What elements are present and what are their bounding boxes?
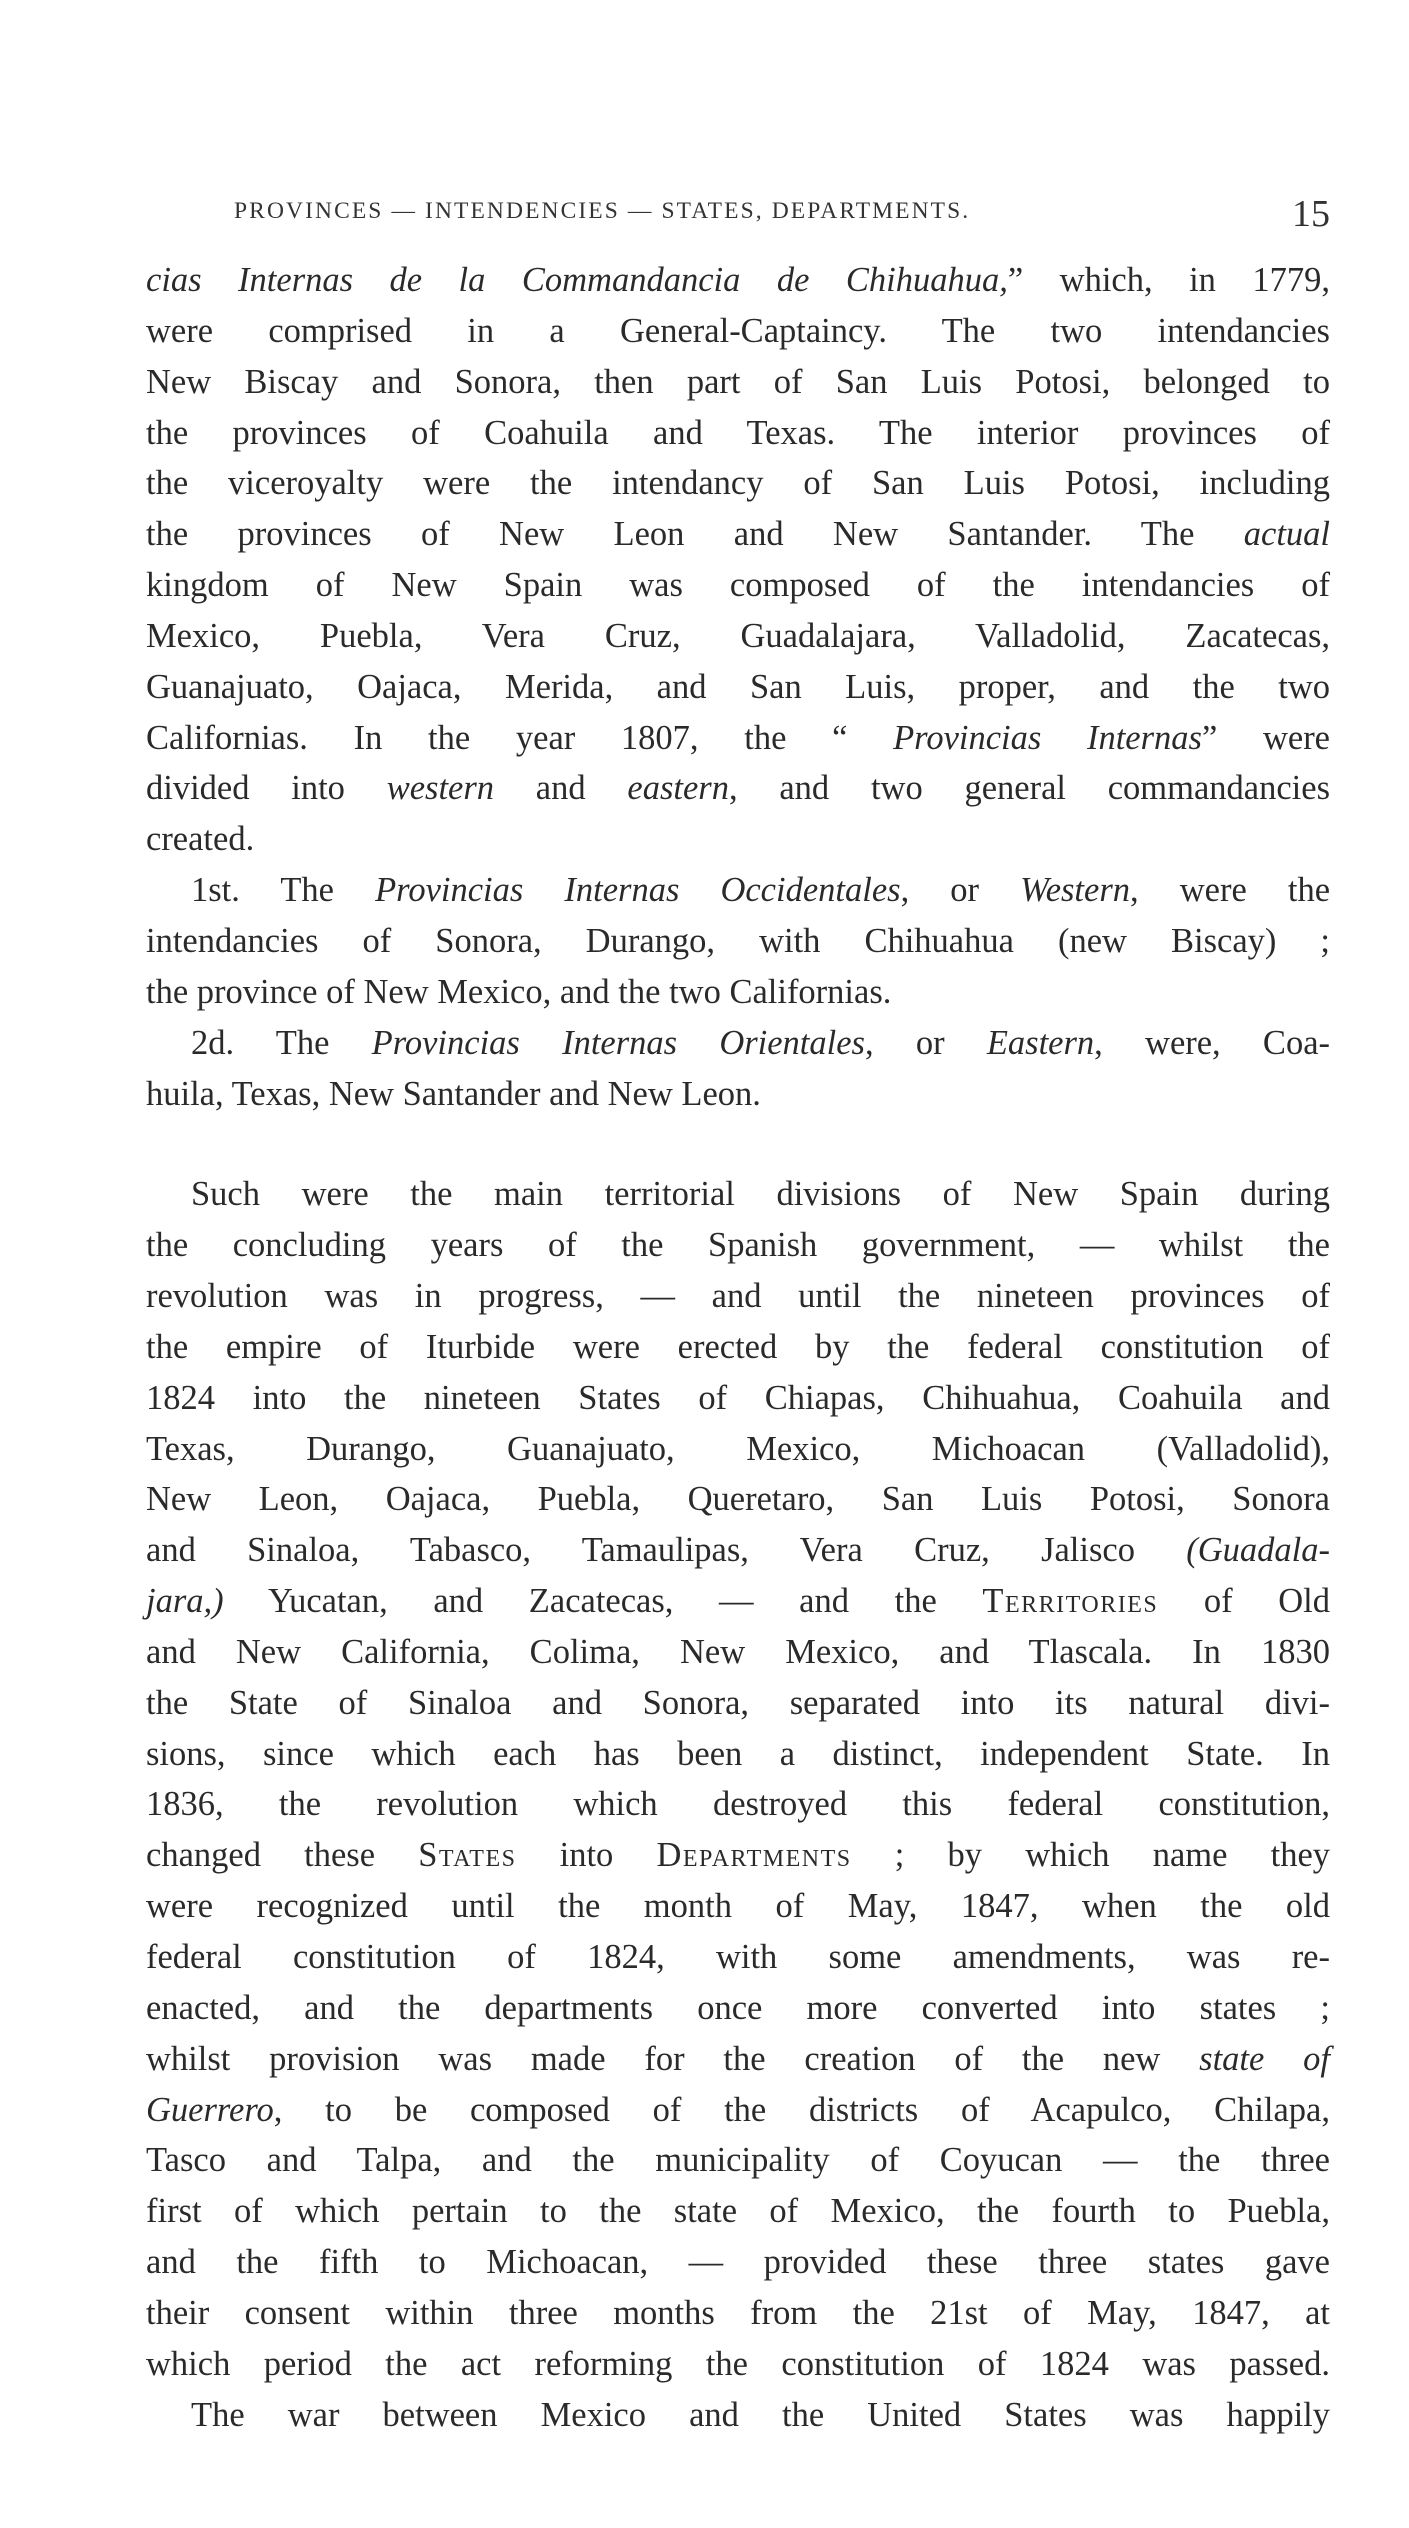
text-line: [146, 2135, 1330, 2186]
text-run: Guanajuato, Oajaca, Merida, and San Luis, proper, and the two: [146, 667, 1330, 706]
italic-text: western: [386, 769, 495, 808]
text-line: [146, 1220, 1330, 1271]
text-run: and New California, Colima, New Mexico, and Tlascala. In 1830: [146, 1632, 1330, 1671]
text-run: Californias. In the year 1807, the “: [146, 718, 894, 757]
text-run: enacted, and the departments once more converted into states ;: [146, 1988, 1330, 2027]
text-run: , were the: [1130, 871, 1331, 910]
body-text: [146, 255, 1330, 2440]
text-run: intendancies of Sonora, Durango, with Chihuahua (new Biscay) ;: [146, 921, 1330, 960]
italic-text: Provincias Internas Occidentales: [375, 871, 901, 910]
text-line: [146, 357, 1330, 408]
text-run: , or: [864, 1023, 987, 1062]
text-run: ” were: [1201, 718, 1330, 757]
text-line: [146, 1525, 1330, 1576]
text-line: [146, 662, 1330, 713]
text-line: [146, 2390, 1330, 2441]
text-line: [146, 611, 1330, 662]
text-line: [146, 1271, 1330, 1322]
text-run: New Leon, Oajaca, Puebla, Queretaro, San Luis Potosi, Sonora: [146, 1480, 1330, 1519]
text-run: ” which, in 1779,: [1007, 261, 1331, 299]
text-run: sions, since which each has been a distinct, independent State. In: [146, 1734, 1330, 1773]
text-run: , to be composed of the districts of Acapulco, Chilapa,: [273, 2090, 1330, 2129]
italic-text: (Guadala-: [1186, 1531, 1330, 1570]
text-line: [146, 2085, 1330, 2136]
text-line: [146, 1627, 1330, 1678]
small-caps-text: Departments: [656, 1836, 852, 1875]
text-line: [146, 2288, 1330, 2339]
text-run: Texas, Durango, Guanajuato, Mexico, Michoacan (Valladolid),: [146, 1429, 1330, 1468]
text-run: the provinces of Coahuila and Texas. The interior provinces of: [146, 413, 1330, 452]
italic-text: cias Internas de la Commandancia de Chihuahua,: [146, 261, 1008, 299]
text-line: [146, 1881, 1330, 1932]
text-run: ; by which name they: [851, 1836, 1331, 1875]
italic-text: Provincias Internas: [893, 718, 1202, 757]
text-run: , were, Coa-: [1094, 1023, 1330, 1062]
text-line: [146, 458, 1330, 509]
text-run: Tasco and Talpa, and the municipality of Coyucan — the three: [146, 2141, 1330, 2180]
text-line: [146, 1779, 1330, 1830]
text-run: were comprised in a General-Captaincy. The two intendancies: [146, 311, 1330, 350]
text-run: and the fifth to Michoacan, — provided these three states gave: [146, 2243, 1330, 2282]
text-run: revolution was in progress, — and until the nineteen provinces of: [146, 1277, 1330, 1316]
text-line: [146, 509, 1330, 560]
page-number: 15: [1292, 193, 1330, 235]
text-run: huila, Texas, New Santander and New Leon.: [146, 1074, 761, 1113]
text-run: 1824 into the nineteen States of Chiapas, Chihuahua, Coahuila and: [146, 1378, 1330, 1417]
text-run: , or: [900, 871, 1021, 910]
text-line: [146, 1830, 1330, 1881]
text-run: Such were the main territorial divisions of New Spain during: [191, 1175, 1330, 1214]
text-run: and Sinaloa, Tabasco, Tamaulipas, Vera Cruz, Jalisco: [146, 1531, 1187, 1570]
text-run: kingdom of New Spain was composed of the intendancies of: [146, 566, 1330, 605]
text-line: [146, 1069, 1330, 1120]
text-line: [146, 1322, 1330, 1373]
text-run: were recognized until the month of May, 1847, when the old: [146, 1887, 1330, 1926]
italic-text: actual: [1243, 515, 1330, 554]
text-line: [146, 2237, 1330, 2288]
text-line: [146, 967, 1330, 1018]
italic-text: Western: [1020, 871, 1131, 910]
text-run: 2d. The: [191, 1023, 372, 1062]
text-run: created.: [146, 820, 255, 859]
text-run: the viceroyalty were the intendancy of San Luis Potosi, including: [146, 464, 1330, 503]
text-line: [146, 2339, 1330, 2390]
small-caps-text: States: [418, 1836, 517, 1875]
text-line: [146, 1424, 1330, 1475]
running-head: [230, 192, 1330, 235]
text-run: Yucatan, and Zacatecas, — and the: [223, 1582, 983, 1621]
text-run: 1st. The: [191, 871, 376, 910]
italic-text: Guerrero: [146, 2090, 274, 2129]
text-line: [146, 916, 1330, 967]
running-title: PROVINCES — INTENDENCIES — STATES, DEPARTMENTS.: [234, 198, 971, 224]
text-run: , and two general commandancies: [728, 769, 1330, 808]
text-line: [146, 1729, 1330, 1780]
text-run: 1836, the revolution which destroyed this federal constitution,: [146, 1785, 1330, 1824]
text-line: [146, 1373, 1330, 1424]
text-line: [146, 1474, 1330, 1525]
text-line: [146, 865, 1330, 916]
text-run: the State of Sinaloa and Sonora, separated into its natural divi-: [146, 1683, 1330, 1722]
text-run: the concluding years of the Spanish government, — whilst the: [146, 1226, 1330, 1265]
italic-text: jara,): [146, 1582, 224, 1621]
text-run: divided into: [146, 769, 387, 808]
text-run: changed these: [146, 1836, 419, 1875]
text-line: [146, 408, 1330, 459]
text-run: Mexico, Puebla, Vera Cruz, Guadalajara, Valladolid, Zacatecas,: [146, 616, 1330, 655]
italic-text: Eastern: [986, 1023, 1095, 1062]
text-line: [146, 1983, 1330, 2034]
text-line: [146, 814, 1330, 865]
text-run: their consent within three months from the 21st of May, 1847, at: [146, 2293, 1330, 2332]
small-caps-text: Territories: [982, 1582, 1159, 1621]
text-run: the empire of Iturbide were erected by the federal constitution of: [146, 1327, 1330, 1366]
italic-text: Provincias Internas Orientales: [371, 1023, 865, 1062]
text-line: [146, 2186, 1330, 2237]
text-line: [146, 560, 1330, 611]
text-line: [146, 763, 1330, 814]
text-run: New Biscay and Sonora, then part of San Luis Potosi, belonged to: [146, 362, 1330, 401]
text-line: [146, 1678, 1330, 1729]
text-line: [146, 1576, 1330, 1627]
text-run: of Old: [1158, 1582, 1330, 1621]
text-run: The war between Mexico and the United States was happily: [191, 2395, 1330, 2434]
text-run: whilst provision was made for the creation of the new: [146, 2039, 1200, 2078]
text-run: the province of New Mexico, and the two Californias.: [146, 972, 892, 1011]
text-run: federal constitution of 1824, with some amendments, was re-: [146, 1938, 1330, 1976]
text-line: [146, 306, 1330, 357]
text-line: [146, 713, 1330, 764]
text-line: [146, 1018, 1330, 1069]
text-line: [146, 1169, 1330, 1220]
text-line: [146, 2034, 1330, 2085]
text-run: into: [516, 1836, 657, 1875]
text-line: [146, 1932, 1330, 1983]
paragraph-gap: [146, 1119, 1330, 1169]
text-run: the provinces of New Leon and New Santander. The: [146, 515, 1244, 554]
text-run: which period the act reforming the constitution of 1824 was passed.: [146, 2344, 1330, 2383]
text-line: [146, 255, 1330, 306]
text-run: and: [494, 769, 628, 808]
text-run: first of which pertain to the state of Mexico, the fourth to Puebla,: [146, 2192, 1330, 2231]
italic-text: eastern: [627, 769, 729, 808]
italic-text: state of: [1199, 2039, 1330, 2078]
